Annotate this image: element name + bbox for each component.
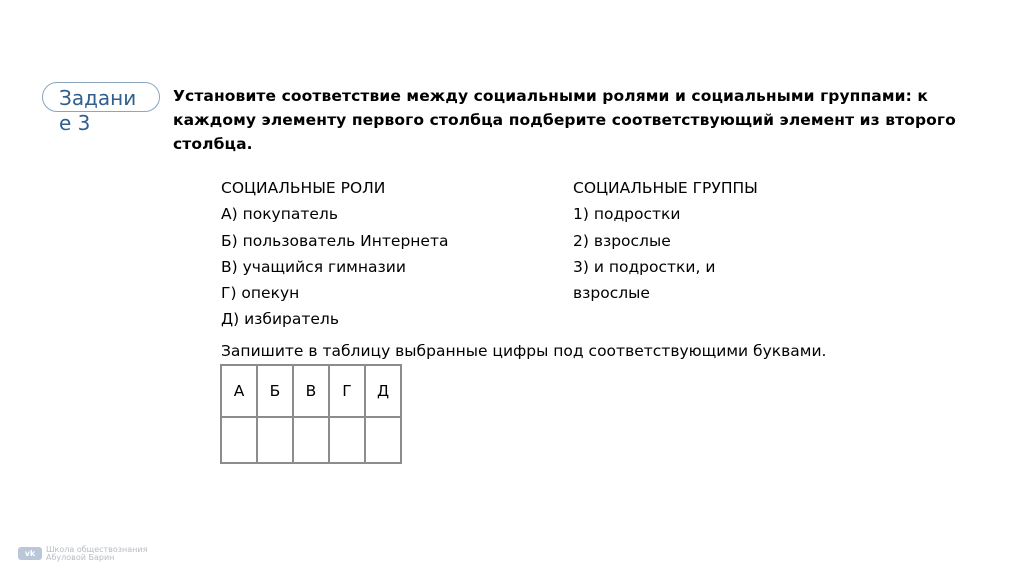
- social-groups-column: [573, 175, 773, 306]
- answer-table-header-row: [221, 365, 401, 417]
- social-role-item: Г) опекун: [221, 284, 300, 303]
- answer-table: [220, 364, 402, 464]
- footer-line: Абуловой Барин: [46, 553, 115, 562]
- social-roles-column: [221, 175, 541, 333]
- instruction-text: Запишите в таблицу выбранные цифры под соответствующими буквами.: [221, 342, 827, 360]
- answer-header-cell: Г: [329, 365, 365, 417]
- answer-header-cell: Д: [365, 365, 401, 417]
- vk-logo-icon: vk: [18, 547, 42, 560]
- question-text: Установите соответствие между социальными ролями и социальными группами: к каждому элементу первого столбца подберите соответствующий элемент из второго столбца.: [173, 87, 956, 153]
- footer-watermark: [46, 546, 147, 562]
- answer-header-cell: В: [293, 365, 329, 417]
- social-role-item: Д) избиратель: [221, 310, 339, 329]
- social-group-item: 1) подростки: [573, 205, 681, 224]
- answer-header-cell: А: [221, 365, 257, 417]
- social-role-item: А) покупатель: [221, 205, 338, 224]
- answer-header-cell: Б: [257, 365, 293, 417]
- social-group-item: 3) и подростки, и взрослые: [573, 257, 716, 303]
- social-roles-heading: СОЦИАЛЬНЫЕ РОЛИ: [221, 179, 386, 197]
- answer-table-input-row: [221, 417, 401, 463]
- answer-input-cell[interactable]: [221, 417, 257, 463]
- answer-input-cell[interactable]: [329, 417, 365, 463]
- answer-input-cell[interactable]: [365, 417, 401, 463]
- answer-input-cell[interactable]: [293, 417, 329, 463]
- answer-input-cell[interactable]: [257, 417, 293, 463]
- social-role-item: В) учащийся гимназии: [221, 257, 406, 276]
- social-role-item: Б) пользователь Интернета: [221, 231, 449, 250]
- social-groups-heading: СОЦИАЛЬНЫЕ ГРУППЫ: [573, 179, 758, 197]
- footer-line: Школа обществознания: [46, 545, 148, 554]
- social-group-item: 2) взрослые: [573, 231, 671, 250]
- task-badge-label: Задание 3: [59, 86, 137, 135]
